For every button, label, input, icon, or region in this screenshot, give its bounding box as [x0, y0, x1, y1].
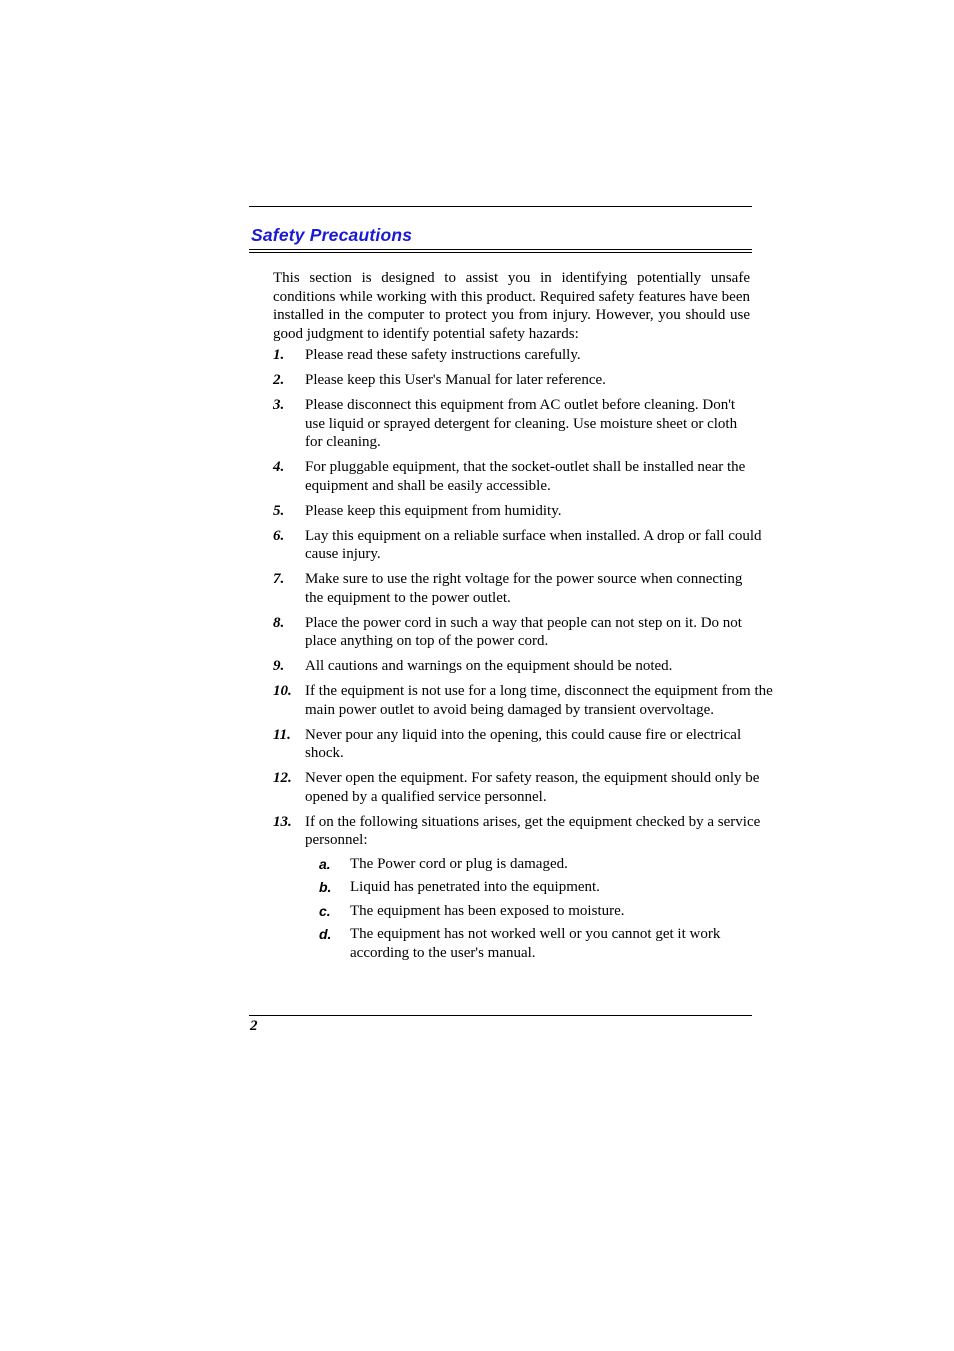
item-text: For pluggable equipment, that the socket-outlet shall be installed near the equipment and shall be easily accessible.	[305, 459, 746, 494]
item-number: 10.	[273, 683, 292, 699]
sub-item-letter: b.	[319, 879, 332, 895]
list-item	[273, 458, 757, 495]
sub-item-letter: a.	[319, 855, 331, 872]
list-item	[273, 657, 751, 676]
item-number: 11.	[273, 726, 291, 743]
list-item	[273, 726, 750, 763]
page-number: 2	[250, 1018, 258, 1034]
item-number: 9.	[273, 658, 285, 674]
item-text: Place the power cord in such a way that people can not step on it. Do not place anything on top of the power cord.	[305, 614, 742, 649]
item-number: 3.	[273, 397, 285, 413]
item-number: 7.	[273, 571, 285, 587]
item-text: Please disconnect this equipment from AC outlet before cleaning. Don't use liquid or sprayed detergent for cleaning. Use moisture sheet or cloth for cleaning.	[305, 397, 738, 450]
item-text: Never pour any liquid into the opening, this could cause fire or electrical shock.	[305, 726, 742, 761]
item-number: 4.	[273, 459, 285, 475]
sub-item-letter: d.	[319, 926, 332, 942]
heading-underline-double	[249, 252, 752, 253]
list-item	[273, 570, 745, 607]
item-text: All cautions and warnings on the equipment should be noted.	[305, 658, 673, 674]
sub-list-item	[305, 878, 779, 897]
item-text: Please keep this equipment from humidity.	[305, 502, 562, 519]
list-item	[273, 527, 767, 564]
item-number: 12.	[273, 770, 292, 786]
safety-list	[273, 346, 773, 969]
item-number: 13.	[273, 813, 292, 830]
item-number: 5.	[273, 502, 285, 519]
sub-list-item	[305, 855, 779, 874]
item-text: If the equipment is not use for a long time, disconnect the equipment from the main power outlet to avoid being damaged by transient overvoltage.	[305, 683, 773, 718]
list-item	[273, 682, 783, 719]
list-item	[273, 371, 751, 390]
item-number: 2.	[273, 372, 285, 388]
section-heading: Safety Precautions	[251, 225, 413, 245]
item-text: Please read these safety instructions carefully.	[305, 347, 581, 363]
sub-item-text: The equipment has been exposed to moisture.	[350, 902, 625, 919]
list-item	[273, 813, 779, 963]
sub-item-text: The Power cord or plug is damaged.	[350, 855, 568, 872]
list-item	[273, 769, 775, 806]
item-text: Please keep this User's Manual for later reference.	[305, 372, 606, 388]
item-text: Never open the equipment. For safety reason, the equipment should only be opened by a qualified service personnel.	[305, 770, 760, 805]
footer-rule	[249, 1015, 752, 1016]
top-rule	[249, 206, 752, 207]
list-item	[273, 346, 751, 365]
item-text: Make sure to use the right voltage for the power source when connecting the equipment to the power outlet.	[305, 571, 743, 606]
list-item	[273, 502, 751, 521]
item-number: 6.	[273, 527, 285, 544]
sub-list-item	[305, 902, 779, 921]
sub-item-text: Liquid has penetrated into the equipment.	[350, 879, 600, 895]
list-item	[273, 614, 760, 651]
list-item	[273, 396, 745, 452]
sub-list	[305, 855, 779, 963]
heading-underline	[249, 249, 752, 250]
sub-item-text: The equipment has not worked well or you cannot get it work according to the user's manual.	[350, 926, 721, 961]
item-number: 1.	[273, 347, 285, 363]
item-number: 8.	[273, 614, 285, 631]
sub-item-letter: c.	[319, 902, 331, 919]
item-text: Lay this equipment on a reliable surface when installed. A drop or fall could cause injury.	[305, 527, 762, 562]
item-text: If on the following situations arises, get the equipment checked by a service personnel:	[305, 813, 761, 848]
intro-paragraph: This section is designed to assist you in identifying potentially unsafe conditions while working with this product. Required safety features have been installed in the computer to protect you from injury. However, you should use good judgment to identify potential safety hazards:	[273, 270, 750, 342]
sub-list-item	[305, 925, 779, 962]
